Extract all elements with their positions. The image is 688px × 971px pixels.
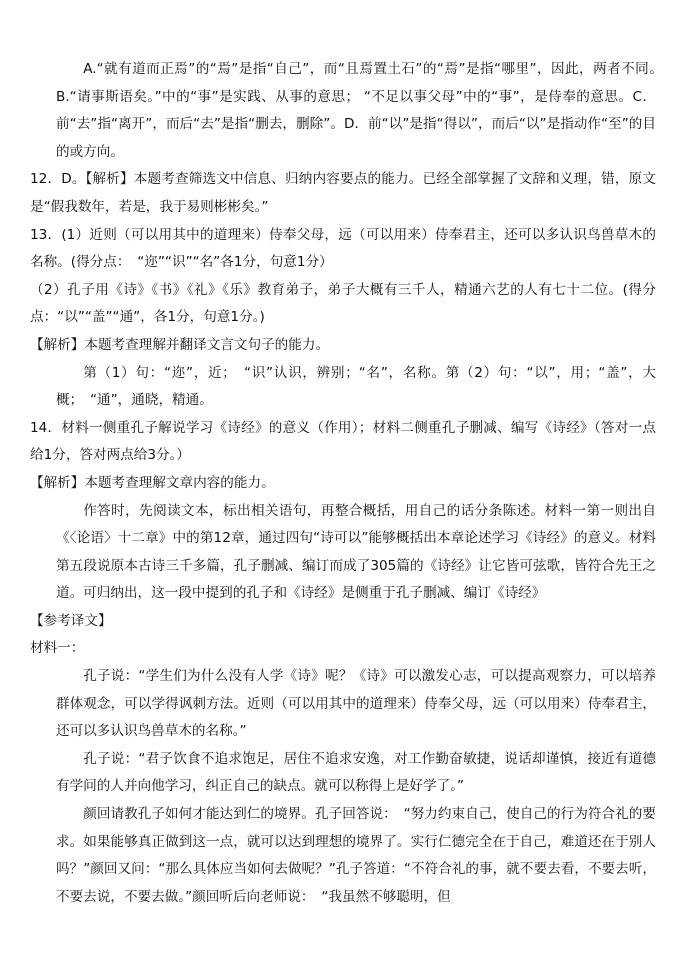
paragraph-answer-12: 12．D。【解析】本题考查筛选文中信息、归纳内容要点的能力。已经全部掌握了文辞和义理，错，原文是“假我数年，若是，我于易则彬彬矣。” — [30, 171, 656, 215]
heading-material-one: 材料一： — [30, 640, 85, 657]
paragraph-analysis-14-body: 作答时，先阅读文本，标出相关语句，再整合概括，用自己的话分条陈述。材料一第一则出自《〈论语〉十二章》中的第12章，通过四句“诗可以”能够概括出本章论述学习《诗经》的意义。材料第五段说原本古诗三千多篇，孔子删减、编订而成了305篇的《诗经》让它皆可弦歌，皆符合先王之道。可归纳出，这一段中提到的孔子和《诗经》是侧重于孔子删减、编订《诗经》 — [56, 502, 656, 602]
paragraph-option-analysis: A.“就有道而正焉”的“焉”是指“自己”，而“且焉置土石”的“焉”是指“哪里”，因此，两者不同。 B.“请事斯语矣。”中的“事”是实践、从事的意思； “不足以事父母”中的“事”，是侍奉的意思。C．前“去”指“离开”，而后“去”是指“删去，删除”。D．前“以”是指“得以”，而后“以”是指动作“至”的目的或方向。 — [56, 61, 674, 160]
paragraph-analysis-14-heading: 【解析】本题考查理解文章内容的能力。 — [30, 474, 275, 491]
paragraph-analysis-13-body: 第（1）句：“迩”，近； “识”认识，辨别；“名”，名称。第（2）句：“以”，用；“盖”，大概； “通”，通晓，精通。 — [56, 364, 656, 409]
heading-reference-translation: 【参考译文】 — [30, 612, 112, 629]
paragraph-answer-13-1: 13．(1）近则（可以用其中的道理来）侍奉父母，远（可以用来）侍奉君主，还可以多认识鸟兽草木的名称。(得分点： “迩”“识”“名”各1分，句意1分） — [30, 226, 656, 271]
paragraph-translation-2: 孔子说：“君子饮食不追求饱足，居住不追求安逸，对工作勤奋敏捷，说话却谨慎，接近有道德有学问的人并向他学习，纠正自己的缺点。就可以称得上是好学了。” — [56, 750, 656, 795]
paragraph-translation-3: 颜回请教孔子如何才能达到仁的境界。孔子回答说： “努力约束自己，使自己的行为符合礼的要求。如果能够真正做到这一点，就可以达到理想的境界了。实行仁德完全在于自己，难道还在于别人吗？”颜回又问：“那么具体应当如何去做呢？”孔子答道：“不符合礼的事，就不要去看，不要去听，不要去说，不要去做。”颜回听后向老师说： “我虽然不够聪明，但 — [56, 806, 656, 905]
paragraph-answer-14: 14．材料一侧重孔子解说学习《诗经》的意义（作用）；材料二侧重孔子删减、编写《诗经》（答对一点给1分，答对两点给3分。） — [30, 419, 656, 464]
paragraph-analysis-13-heading: 【解析】本题考查理解并翻译文言文句子的能力。 — [30, 336, 330, 353]
paragraph-translation-1: 孔子说：“学生们为什么没有人学《诗》呢？《诗》可以激发心志，可以提高观察力，可以培养群体观念，可以学得讽刺方法。近则（可以用其中的道理来）侍奉父母，远（可以用来）侍奉君主，还可以多认识鸟兽草木的名称。” — [56, 668, 656, 740]
paragraph-answer-13-2: （2）孔子用《诗》《书》《礼》《乐》教育弟子，弟子大概有三千人，精通六艺的人有七十二位。(得分点：“以”“盖”“通”，各1分，句意1分。) — [30, 281, 656, 326]
